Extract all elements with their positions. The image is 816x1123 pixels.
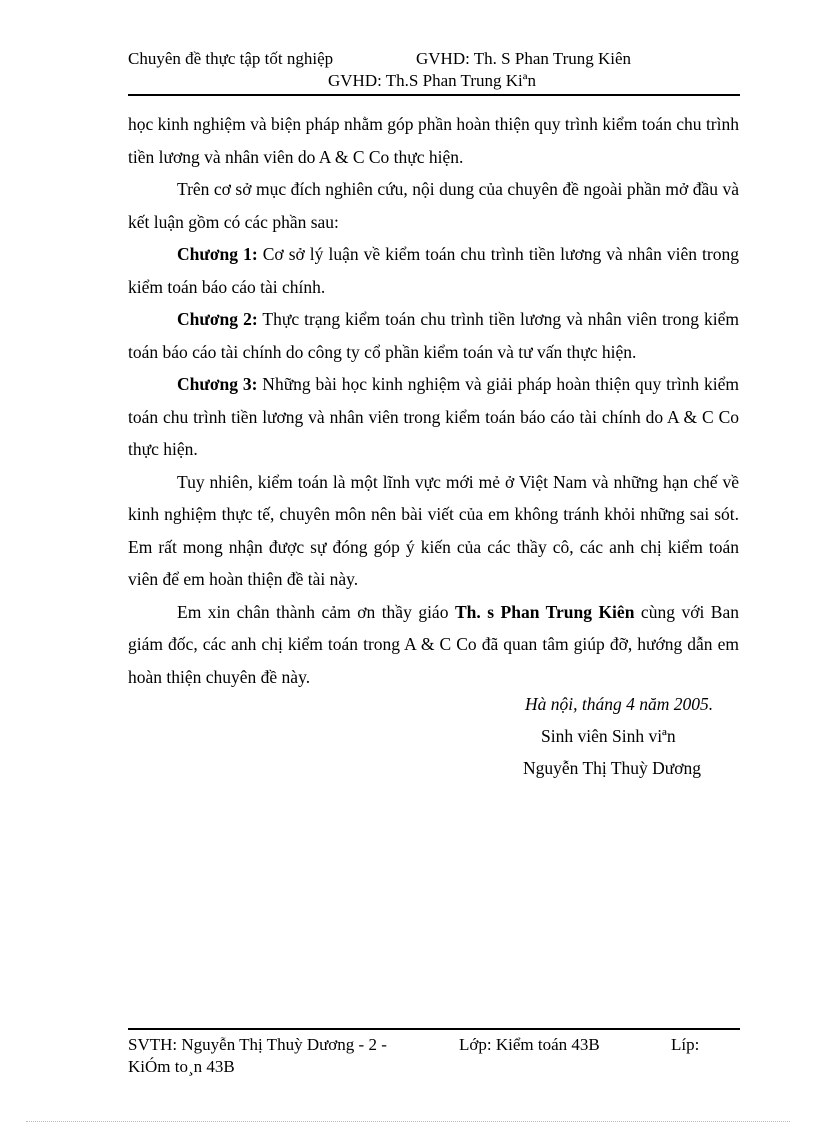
page-footer [128,1034,740,1078]
footer-class: Lớp: Kiểm toán 43B [459,1035,600,1054]
header-row [128,48,740,70]
paragraph-chapter-1 [128,238,739,303]
chapter-1-text: Cơ sở lý luận về kiểm toán chu trình tiền lương và nhân viên trong kiểm toán báo cáo tài chính. [128,244,739,297]
header-divider [128,94,740,96]
header-supervisor-legacy: GVHD: Th.S Phan Trung Kiªn [328,71,536,90]
supervisor-name: Th. s Phan Trung Kiên [454,601,635,622]
header-title: Chuyên đề thực tập tốt nghiệp [128,49,334,68]
document-body [128,108,739,693]
paragraph-acknowledgement [128,596,739,694]
signature-role: Sinh viên Sinh viªn [541,726,676,746]
page-edge-dotted-line [26,1121,790,1122]
chapter-2-label: Chương 2: [177,309,258,329]
paragraph-chapter-2 [128,303,739,368]
footer-class-legacy: KiÓm to¸n 43B [128,1057,235,1076]
signature-name: Nguyễn Thị Thuỳ Dương [523,758,702,778]
footer-divider [128,1028,740,1030]
header-supervisor: GVHD: Th. S Phan Trung Kiên [416,49,632,68]
footer-row [128,1034,740,1056]
chapter-3-text: Những bài học kinh nghiệm và giải pháp hoàn thiện quy trình kiểm toán chu trình tiền lương và nhân viên trong kiểm toán báo cáo tài chính do A & C Co thực hiện. [128,374,740,459]
chapter-2-text: Thực trạng kiểm toán chu trình tiền lương và nhân viên trong kiểm toán báo cáo tài chính do công ty cổ phần kiểm toán và tư vấn thực hiện. [128,309,739,362]
chapter-3-label: Chương 3: [177,374,258,394]
page-header [128,48,740,92]
chapter-1-label: Chương 1: [177,244,258,264]
acknowledgement-text-b: cùng với Ban giám đốc, các anh chị kiểm toán trong A & C Co đã quan tâm giúp đỡ, hướng dẫn em hoàn thiện chuyên đề này. [128,601,739,687]
footer-student: SVTH: Nguyễn Thị Thuỳ Dương - 2 - [128,1035,387,1054]
paragraph-limitations: Tuy nhiên, kiểm toán là một lĩnh vực mới mẻ ở Việt Nam và những hạn chế về kinh nghiệm thực tế, chuyên môn nên bài viết của em không tránh khỏi những sai sót. Em rất mong nhận được sự đóng góp ý kiến của các thầy cô, các anh chị kiểm toán viên để em hoàn thiện đề tài này. [128,471,739,589]
footer-class-legacy-label: Líp: [671,1035,700,1054]
paragraph-chapter-3 [128,368,739,466]
paragraph-intro: học kinh nghiệm và biện pháp nhằm góp phần hoàn thiện quy trình kiểm toán chu trình tiền lương và nhân viên do A & C Co thực hiện. [128,114,739,167]
acknowledgement-text-a: Em xin chân thành cảm ơn thầy giáo [177,601,455,622]
paragraph-structure: Trên cơ sở mục đích nghiên cứu, nội dung của chuyên đề ngoài phần mở đầu và kết luận gồm có các phần sau: [128,179,739,232]
signature-date: Hà nội, tháng 4 năm 2005. [525,694,714,714]
